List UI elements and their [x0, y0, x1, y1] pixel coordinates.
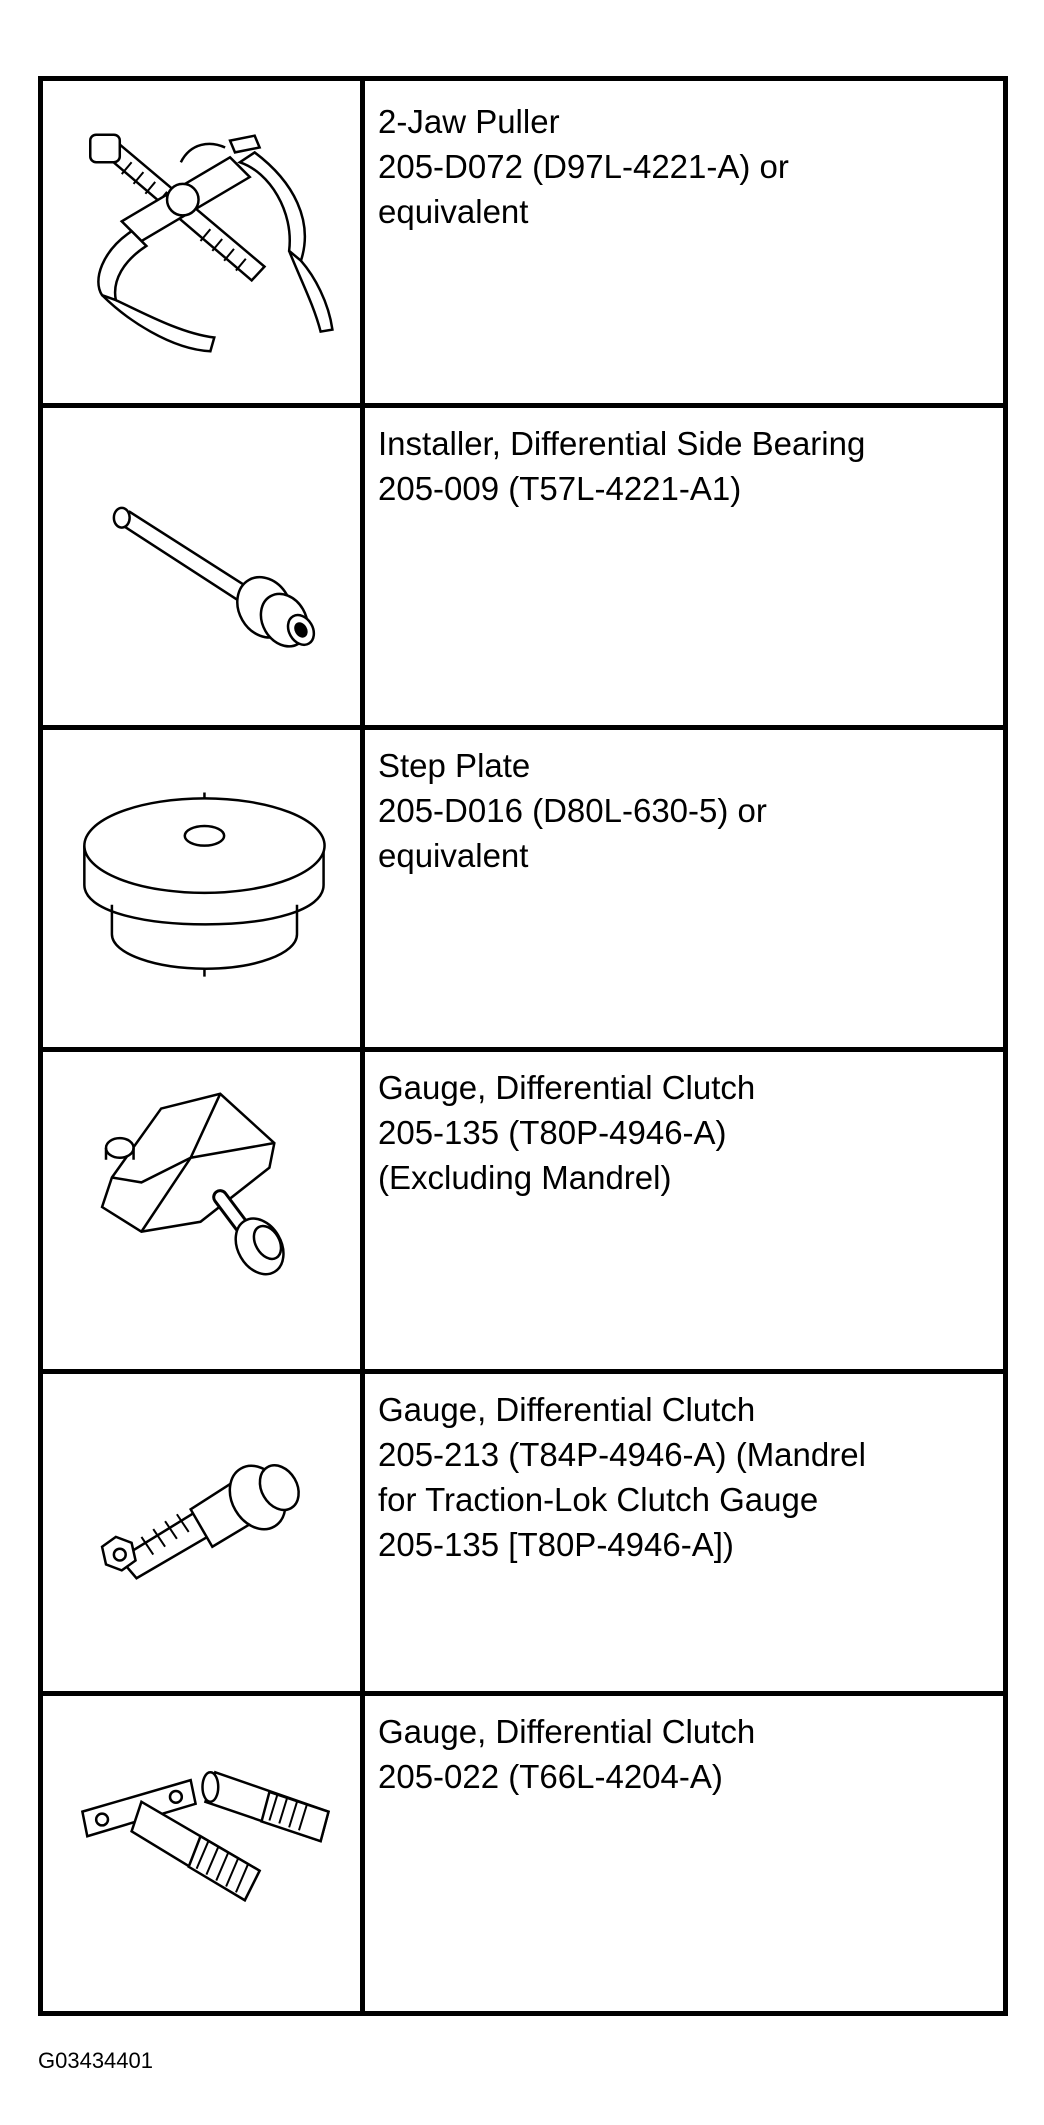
- tool-description: [378, 1065, 995, 1200]
- tool-part-number: 205-213 (T84P-4946-A) (Mandrel: [378, 1436, 866, 1473]
- tool-image-cell: [43, 403, 365, 725]
- tool-row: [43, 403, 1003, 730]
- clutch-gauge-icon: [43, 1047, 360, 1369]
- tool-description: [378, 99, 995, 234]
- tool-description: [378, 743, 995, 878]
- tool-row: [43, 81, 1003, 408]
- tool-part-note: equivalent: [378, 193, 529, 230]
- tool-name: Installer, Differential Side Bearing: [378, 425, 866, 462]
- tool-image-cell: [43, 1047, 365, 1369]
- tool-description: [378, 1387, 995, 1567]
- side-bearing-installer-icon: [43, 403, 360, 725]
- step-plate-icon: [43, 725, 360, 1047]
- special-tools-table: [38, 76, 1008, 2016]
- tool-image-cell: [43, 725, 365, 1047]
- tool-row: [43, 725, 1003, 1052]
- tool-part-note: for Traction-Lok Clutch Gauge: [378, 1481, 819, 1518]
- tool-image-cell: [43, 81, 365, 403]
- tool-part-number: 205-D016 (D80L-630-5) or: [378, 792, 767, 829]
- tool-part-number: 205-135 (T80P-4946-A): [378, 1114, 727, 1151]
- tool-image-cell: [43, 1369, 365, 1691]
- tool-description: [378, 421, 995, 511]
- tool-name: Gauge, Differential Clutch: [378, 1069, 756, 1106]
- tool-part-note: (Excluding Mandrel): [378, 1159, 672, 1196]
- tool-description: [378, 1709, 995, 1799]
- mandrel-icon: [43, 1369, 360, 1691]
- tool-image-cell: [43, 1691, 365, 2013]
- clutch-gauge-set-icon: [43, 1691, 360, 2013]
- tool-row: [43, 1691, 1003, 2013]
- tool-row: [43, 1047, 1003, 1374]
- two-jaw-puller-icon: [43, 81, 360, 403]
- tool-part-number: 205-022 (T66L-4204-A): [378, 1758, 723, 1795]
- tool-part-note: 205-135 [T80P-4946-A]): [378, 1526, 734, 1563]
- figure-id: G03434401: [38, 2048, 153, 2073]
- tool-part-note: equivalent: [378, 837, 529, 874]
- tool-part-number: 205-009 (T57L-4221-A1): [378, 470, 742, 507]
- tool-name: Step Plate: [378, 747, 531, 784]
- tool-row: [43, 1369, 1003, 1696]
- tool-name: 2-Jaw Puller: [378, 103, 560, 140]
- tool-part-number: 205-D072 (D97L-4221-A) or: [378, 148, 789, 185]
- tool-name: Gauge, Differential Clutch: [378, 1391, 756, 1428]
- tool-name: Gauge, Differential Clutch: [378, 1713, 756, 1750]
